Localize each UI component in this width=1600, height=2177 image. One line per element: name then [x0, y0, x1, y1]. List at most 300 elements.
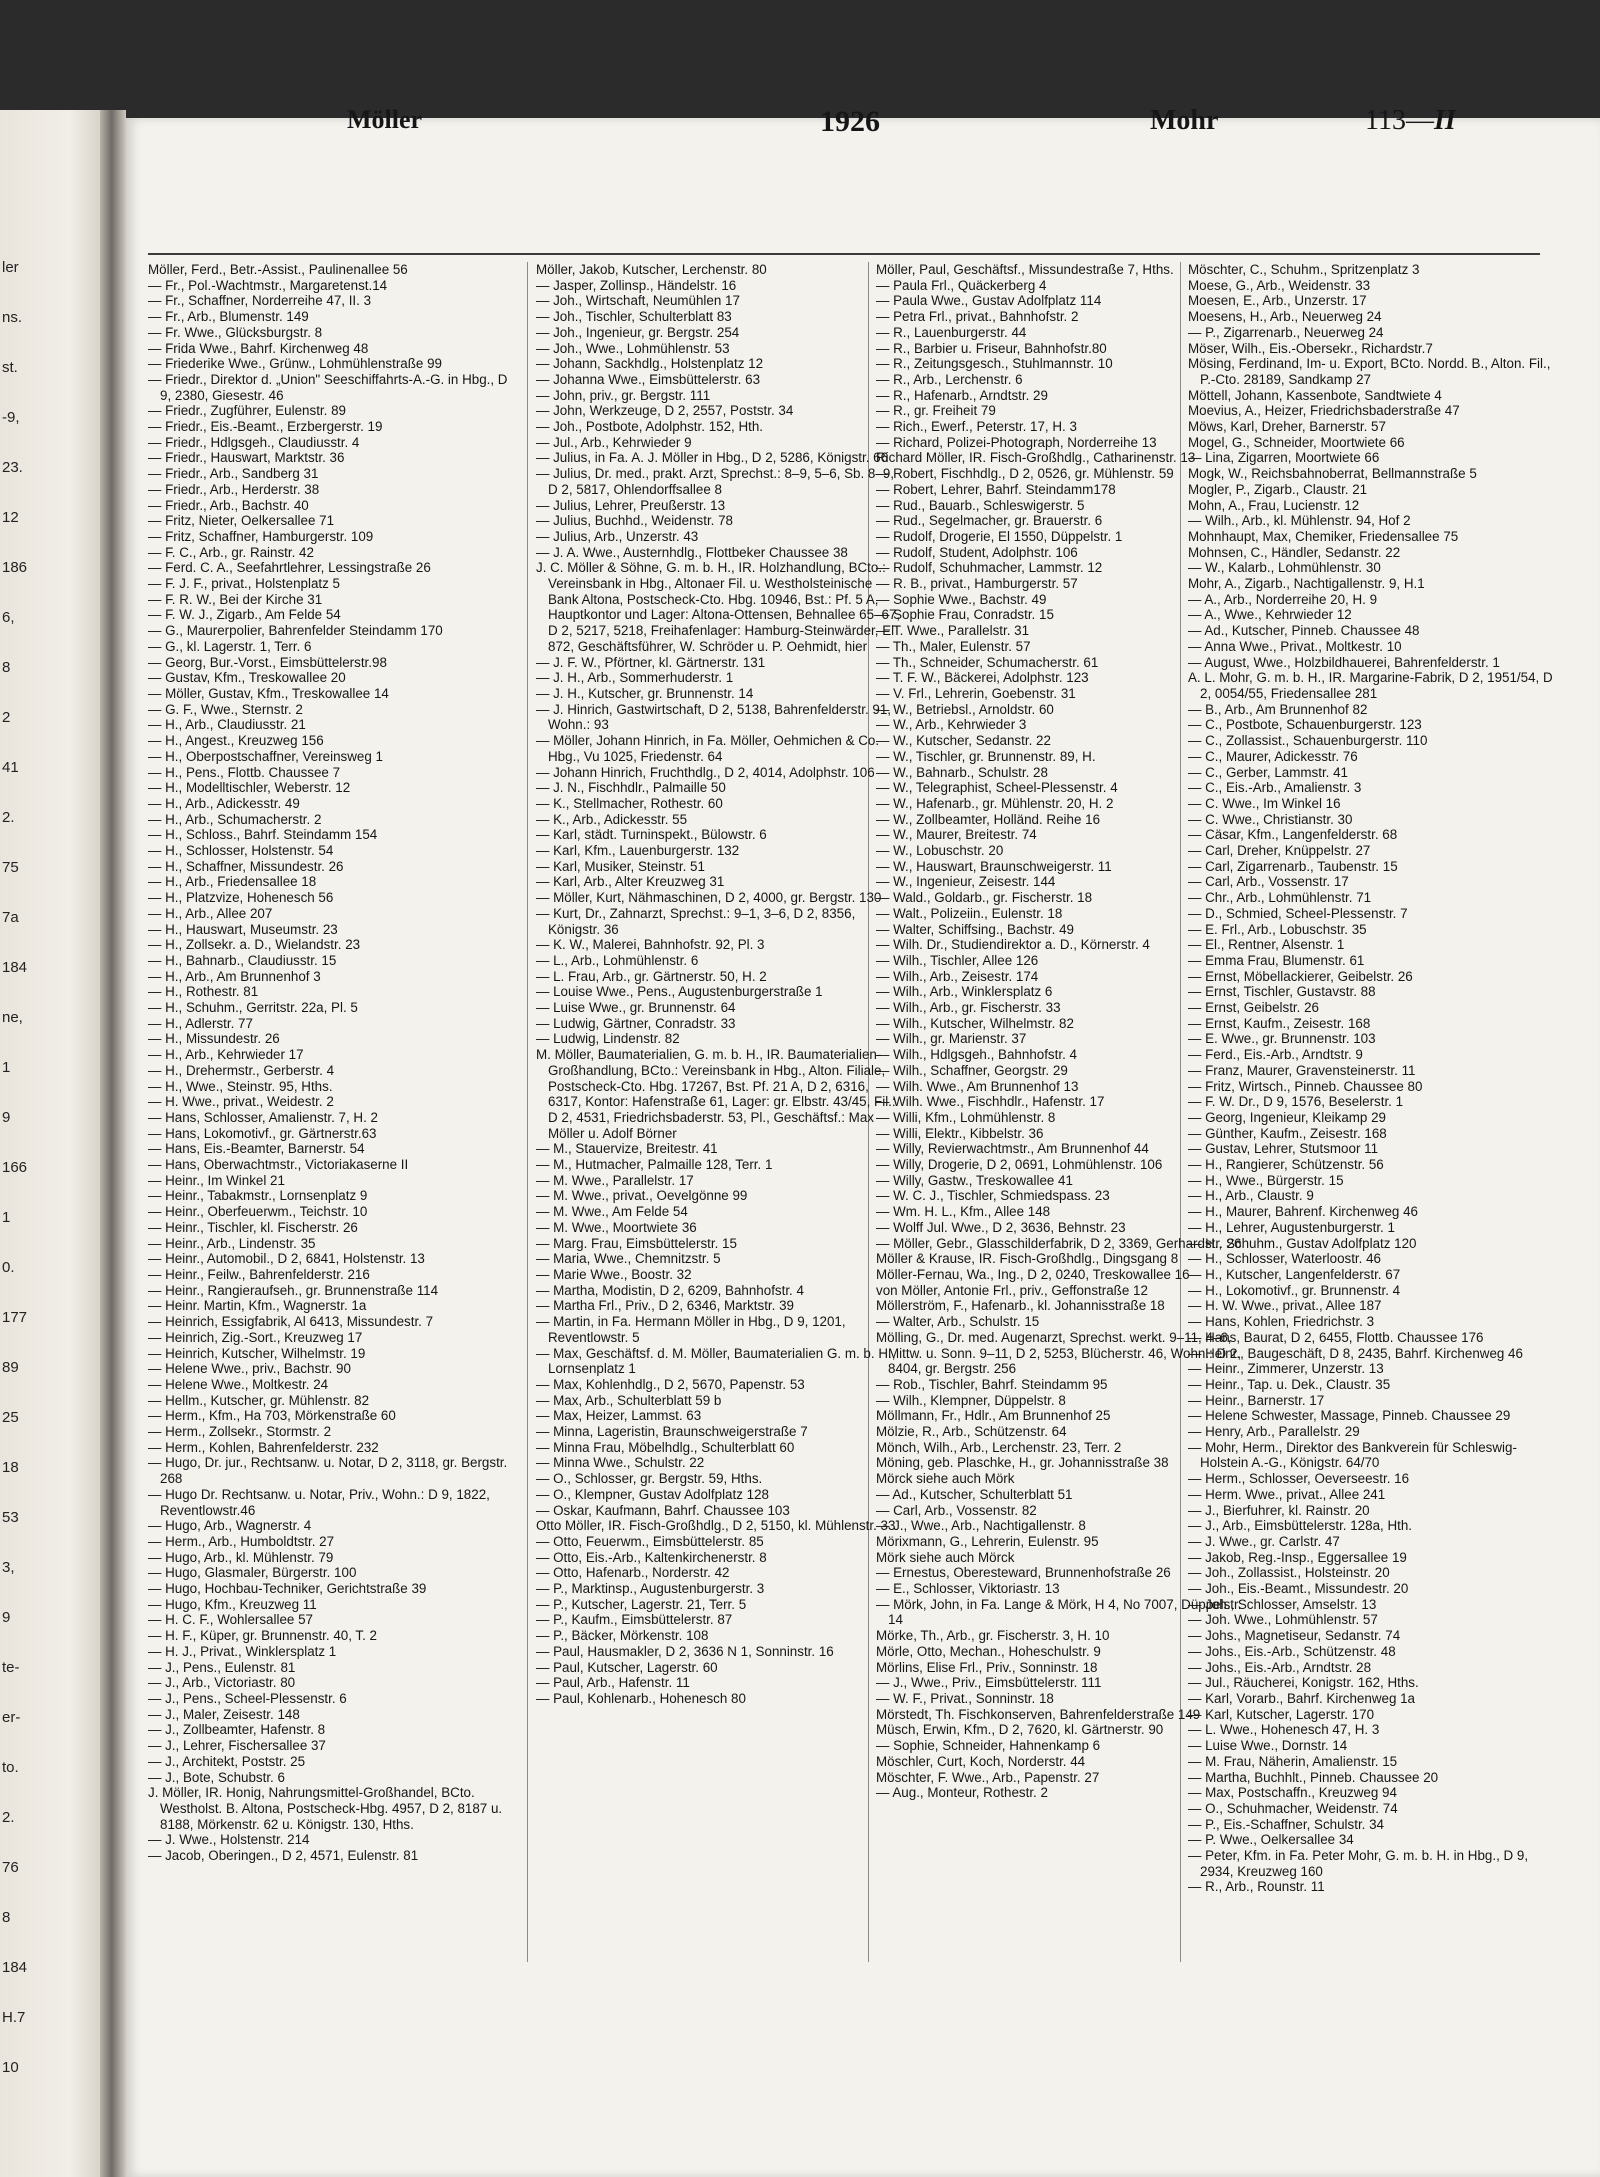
directory-entry: — Friedr., Arb., Sandberg 31: [148, 466, 319, 482]
directory-entry: — Petra Frl., privat., Bahnhofstr. 2: [876, 309, 1079, 325]
directory-entry: — Franz, Maurer, Gravensteinerstr. 11: [1188, 1062, 1416, 1078]
directory-entry: — H., Schlosser, Waterloostr. 46: [1188, 1251, 1381, 1267]
directory-entry: — Wilh., Tischler, Allee 126: [876, 952, 1039, 968]
directory-entry: — Fritz, Nieter, Oelkersallee 71: [148, 513, 335, 529]
directory-entry: — Herm., Schlosser, Oeverseestr. 16: [1188, 1471, 1410, 1487]
directory-entry: — W. C. J., Tischler, Schmiedspass. 23: [876, 1188, 1110, 1204]
directory-entry: — W., Telegraphist, Scheel-Plessenstr. 4: [876, 780, 1118, 796]
directory-entry: — August, Wwe., Holzbildhauerei, Bahrenfelderstr. 1: [1188, 654, 1500, 670]
directory-entry: — Jacob, Oberingen., D 2, 4571, Eulenstr. 81: [148, 1848, 419, 1864]
directory-entry: — Willi, Elektr., Kibbelstr. 36: [876, 1125, 1044, 1141]
directory-entry: — Hellm., Kutscher, gr. Mühlenstr. 82: [148, 1392, 370, 1408]
previous-page-fragment: er-: [2, 1709, 21, 1726]
previous-page-fragment: to.: [2, 1759, 19, 1776]
directory-entry: — J., Wwe., Arb., Nachtigallenstr. 8: [876, 1518, 1086, 1534]
directory-entry: — H., Maurer, Bahrenf. Kirchenweg 46: [1188, 1204, 1418, 1220]
directory-entry: A. L. Mohr, G. m. b. H., IR. Margarine-Fabrik, D 2, 1951/54, D 2, 0054/55, Friedensallee 281: [1188, 670, 1553, 701]
previous-page-edge: [0, 110, 100, 2177]
directory-entry: — H., Rangierer, Schützenstr. 56: [1188, 1157, 1384, 1173]
directory-entry: Mörlins, Elise Frl., Priv., Sonninstr. 18: [876, 1659, 1098, 1675]
directory-entry: — Rob., Tischler, Bahrf. Steindamm 95: [876, 1376, 1108, 1392]
directory-entry: — Maria, Wwe., Chemnitzstr. 5: [536, 1251, 721, 1267]
directory-entry: Möllmann, Fr., Hdlr., Am Brunnenhof 25: [876, 1408, 1111, 1424]
directory-entry: — R., Lauenburgerstr. 44: [876, 324, 1027, 340]
directory-entry: — Wilh., Arb., Zeisestr. 174: [876, 968, 1039, 984]
directory-entry: — John, Werkzeuge, D 2, 2557, Poststr. 34: [536, 403, 794, 419]
directory-entry: — H., Wwe., Steinstr. 95, Hths.: [148, 1078, 333, 1094]
directory-entry: — Rud., Bauarb., Schleswigerstr. 5: [876, 497, 1085, 513]
directory-entry: — H. W. Wwe., privat., Allee 187: [1188, 1298, 1382, 1314]
directory-entry: — W., Tischler, gr. Brunnenstr. 89, H.: [876, 748, 1096, 764]
directory-entry: — W., Ingenieur, Zeisestr. 144: [876, 874, 1056, 890]
directory-entry: Mohnhaupt, Max, Chemiker, Friedensallee 75: [1188, 528, 1459, 544]
directory-entry: — Richard, Polizei-Photograph, Norderreihe 13: [876, 434, 1157, 450]
directory-entry: — Johanna Wwe., Eimsbüttelerstr. 63: [536, 371, 761, 387]
directory-entry: — W. F., Privat., Sonninstr. 18: [876, 1690, 1054, 1706]
directory-entry: — Wilh. Wwe., Fischhdlr., Hafenstr. 17: [876, 1094, 1105, 1110]
directory-entry: — Martha Frl., Priv., D 2, 6346, Marktstr. 39: [536, 1298, 794, 1314]
page-number-value: 113—: [1365, 105, 1434, 136]
directory-entry: Möller, Ferd., Betr.-Assist., Paulinenallee 56: [148, 262, 408, 277]
directory-entry: — W., Zollbeamter, Holländ. Reihe 16: [876, 811, 1101, 827]
directory-entry: — Friedr., Arb., Herderstr. 38: [148, 481, 320, 497]
directory-entry: — W., Maurer, Breitestr. 74: [876, 827, 1037, 843]
directory-entry: — Friedr., Direktor d. „Union" Seeschiffahrts-A.-G. in Hbg., D 9, 2380, Giesestr. 46: [148, 371, 508, 403]
directory-entry: — Heinr., Im Winkel 21: [148, 1172, 285, 1188]
directory-entry: — R., Arb., Rounstr. 11: [1188, 1879, 1325, 1895]
directory-entry: — H., Arb., Allee 207: [148, 905, 273, 921]
directory-entry: — Heinr., Feilw., Bahrenfelderstr. 216: [148, 1267, 370, 1282]
directory-entry: — Robert, Fischhdlg., D 2, 0526, gr. Mühlenstr. 59: [876, 466, 1174, 482]
directory-entry: — J., Arb., Victoriastr. 80: [148, 1675, 296, 1691]
directory-entry: — Jasper, Zollinsp., Händelstr. 16: [536, 277, 737, 293]
page-number: [1365, 105, 1456, 137]
directory-entry: — Friedr., Arb., Bachstr. 40: [148, 497, 309, 513]
directory-entry: — L. Wwe., Hohenesch 47, H. 3: [1188, 1722, 1380, 1738]
previous-page-fragment: 177: [2, 1309, 28, 1326]
directory-entry: — Willi, Kfm., Lohmühlenstr. 8: [876, 1109, 1056, 1125]
directory-entry: — Ferd. C. A., Seefahrtlehrer, Lessingstraße 26: [148, 560, 431, 576]
directory-entry: — Johann Hinrich, Fruchthdlg., D 2, 4014, Adolphstr. 106: [536, 764, 875, 780]
previous-page-fragment: 8: [2, 659, 11, 676]
directory-entry: — Heinr., Tischler, kl. Fischerstr. 26: [148, 1219, 358, 1235]
directory-entry: — Th., Maler, Eulenstr. 57: [876, 638, 1031, 654]
directory-entry: — Hugo, Hochbau-Techniker, Gerichtstraße 39: [148, 1581, 427, 1597]
directory-entry: — H., Arb., Schumacherstr. 2: [148, 811, 322, 827]
directory-entry: Möller & Krause, IR. Fisch-Großhdlg., Dingsgang 8: [876, 1251, 1179, 1267]
directory-entry: — Heinr. Martin, Kfm., Wagnerstr. 1a: [148, 1298, 367, 1314]
directory-entry: — W., Kalarb., Lohmühlenstr. 30: [1188, 560, 1381, 576]
directory-entry: Moevius, A., Heizer, Friedrichsbaderstraße 47: [1188, 403, 1460, 419]
running-header-year: 1926: [820, 105, 880, 138]
directory-entry: Möller-Fernau, Wa., Ing., D 2, 0240, Treskowallee 16: [876, 1267, 1190, 1282]
directory-entry: — H., Wwe., Bürgerstr. 15: [1188, 1172, 1344, 1188]
directory-entry: — Hugo, Arb., kl. Mühlenstr. 79: [148, 1549, 334, 1565]
directory-entry: — Mörk, John, in Fa. Lange & Mörk, H 4, No 7007, Düppelstr. 14: [876, 1596, 1242, 1628]
directory-entry: — Herm., Zollsekr., Stormstr. 2: [148, 1424, 332, 1440]
directory-entry: — G., Maurerpolier, Bahrenfelder Steindamm 170: [148, 623, 443, 639]
directory-column-4: [1188, 262, 1558, 1895]
directory-entry: — Wilh., Schaffner, Georgstr. 29: [876, 1062, 1068, 1078]
directory-entry: — Hans, Eis.-Beamter, Barnerstr. 54: [148, 1141, 365, 1157]
directory-entry: — Fr., Schaffner, Norderreihe 47, II. 3: [148, 293, 372, 309]
book-gutter: [100, 110, 126, 2177]
directory-entry: — H., Rothestr. 81: [148, 984, 259, 1000]
directory-entry: — Wilh., gr. Marienstr. 37: [876, 1031, 1027, 1047]
directory-entry: — Julius, Lehrer, Preußerstr. 13: [536, 497, 726, 513]
directory-entry: — M. Frau, Näherin, Amalienstr. 15: [1188, 1753, 1398, 1769]
directory-entry: Möschler, Curt, Koch, Norderstr. 44: [876, 1753, 1086, 1769]
directory-entry: — Otto, Feuerwm., Eimsbüttelerstr. 85: [536, 1533, 764, 1549]
directory-entry: Müsch, Erwin, Kfm., D 2, 7620, kl. Gärtnerstr. 90: [876, 1722, 1164, 1738]
directory-entry: — G., kl. Lagerstr. 1, Terr. 6: [148, 638, 312, 654]
directory-entry: — Heinrich, Kutscher, Wilhelmstr. 19: [148, 1345, 366, 1361]
directory-entry: Möschter, F. Wwe., Arb., Papenstr. 27: [876, 1769, 1100, 1785]
directory-entry: — Walter, Arb., Schulstr. 15: [876, 1314, 1040, 1330]
page-number-suffix: II: [1433, 105, 1456, 136]
directory-entry: — Heinrich, Zig.-Sort., Kreuzweg 17: [148, 1329, 363, 1345]
directory-entry: — Joh., Schlosser, Amselstr. 13: [1188, 1596, 1377, 1612]
directory-entry: — E. Wwe., gr. Brunnenstr. 103: [1188, 1031, 1376, 1047]
directory-entry: — Heinr., Tabakmstr., Lornsenplatz 9: [148, 1188, 368, 1204]
directory-entry: — Ernst, Kaufm., Zeisestr. 168: [1188, 1015, 1371, 1031]
directory-entry: Möllerström, F., Hafenarb., kl. Johannisstraße 18: [876, 1298, 1165, 1314]
directory-entry: — H., Arb., Am Brunnenhof 3: [148, 968, 321, 984]
directory-entry: — Wilh., Arb., gr. Fischerstr. 33: [876, 1000, 1061, 1016]
directory-entry: — Frida Wwe., Bahrf. Kirchenweg 48: [148, 340, 369, 356]
directory-entry: — J., Pens., Eulenstr. 81: [148, 1659, 296, 1675]
directory-entry: J. C. Möller & Söhne, G. m. b. H., IR. Holzhandlung, BCto.: Vereinsbank in Hbg., Altonaer Fil. u. Westholsteinische Bank Altona, Postscheck-Cto. Hbg. 10946, Bst.: Pf. 5 A, Hauptkontor und Lager: Altona-Ottensen, Behnallee 65–67, D 2, 5217, 5218, Freihafenlager: Hamburg-Steinwärder, El 872, Geschäftsführer, W. Schröder u. P. Oehmidt, hier: [536, 560, 901, 654]
directory-entry: — W., Hafenarb., gr. Mühlenstr. 20, H. 2: [876, 795, 1114, 811]
directory-entry: — Möller, Johann Hinrich, in Fa. Möller, Oehmichen & Co. Hbg., Vu 1025, Friedenstr. 64: [536, 733, 880, 764]
directory-entry: — Karl, städt. Turninspekt., Bülowstr. 6: [536, 827, 767, 843]
directory-entry: — R. B., privat., Hamburgerstr. 57: [876, 576, 1078, 592]
directory-entry: — Gustav, Lehrer, Stutsmoor 11: [1188, 1141, 1379, 1157]
directory-entry: — Johs., Magnetiseur, Sedanstr. 74: [1188, 1628, 1401, 1644]
directory-entry: — Helene Wwe., priv., Bachstr. 90: [148, 1361, 351, 1377]
previous-page-fragment: 3,: [2, 1559, 15, 1576]
previous-page-fragment: 8: [2, 1909, 11, 1926]
running-header-right: Mohr: [1150, 105, 1219, 136]
directory-entry: — J., Zollbeamter, Hafenstr. 8: [148, 1722, 326, 1738]
directory-entry: — Hugo, Dr. jur., Rechtsanw. u. Notar, D 2, 3118, gr. Bergstr. 268: [148, 1455, 508, 1487]
directory-entry: — Paul, Hausmakler, D 2, 3636 N 1, Sonninstr. 16: [536, 1643, 834, 1659]
directory-entry: — Hugo, Glasmaler, Bürgerstr. 100: [148, 1565, 357, 1581]
directory-entry: Mörck siehe auch Mörk: [876, 1471, 1015, 1487]
previous-page-fragment: 10: [2, 2059, 19, 2076]
previous-page-fragment: 9: [2, 1609, 11, 1626]
directory-entry: — Wilh., Kutscher, Wilhelmstr. 82: [876, 1015, 1074, 1031]
directory-entry: — Aug., Monteur, Rothestr. 2: [876, 1785, 1048, 1801]
directory-entry: — T. Wwe., Parallelstr. 31: [876, 623, 1030, 639]
directory-entry: — K., Stellmacher, Rothestr. 60: [536, 795, 723, 811]
directory-entry: — Carl, Arb., Vossenstr. 82: [876, 1502, 1037, 1518]
directory-entry: — Heinrich, Essigfabrik, Al 6413, Missundestr. 7: [148, 1314, 434, 1330]
directory-entry: — Möller, Gebr., Glasschilderfabrik, D 2, 3369, Gerhardstr. 26: [876, 1235, 1242, 1251]
directory-entry: — Martin, in Fa. Hermann Möller in Hbg., D 9, 1201, Reventlowstr. 5: [536, 1314, 846, 1345]
directory-entry: Mohnsen, C., Händler, Sedanstr. 22: [1188, 544, 1401, 560]
directory-entry: — C., Postbote, Schauenburgerstr. 123: [1188, 717, 1422, 733]
directory-entry: — Kurt, Dr., Zahnarzt, Sprechst.: 9–1, 3–6, D 2, 8356, Königstr. 36: [536, 905, 856, 937]
directory-entry: — P., Kaufm., Eimsbüttelerstr. 87: [536, 1612, 733, 1628]
directory-entry: — Louise Wwe., Pens., Augustenburgerstraße 1: [536, 984, 823, 1000]
directory-entry: Mörke, Th., Arb., gr. Fischerstr. 3, H. 10: [876, 1628, 1110, 1644]
directory-entry: — M. Wwe., Parallelstr. 17: [536, 1172, 694, 1188]
directory-entry: Möttell, Johann, Kassenbote, Sandtwiete 4: [1188, 387, 1442, 403]
directory-entry: — J., Lehrer, Fischersallee 37: [148, 1738, 326, 1754]
directory-entry: — Wilh., Arb., kl. Mühlenstr. 94, Hof 2: [1188, 513, 1411, 529]
directory-entry: — Heinr., Tap. u. Dek., Claustr. 35: [1188, 1376, 1391, 1392]
directory-entry: — H., Platzvize, Hohenesch 56: [148, 890, 334, 906]
directory-entry: — Johs., Eis.-Arb., Schützenstr. 48: [1188, 1643, 1396, 1659]
directory-entry: — Walt., Polizeiin., Eulenstr. 18: [876, 905, 1063, 921]
directory-entry: — Ernst, Möbellackierer, Geibelstr. 26: [1188, 968, 1413, 984]
directory-entry: — Luise Wwe., Dornstr. 14: [1188, 1738, 1348, 1754]
directory-entry: — Fr. Wwe., Glücksburgstr. 8: [148, 324, 323, 340]
directory-entry: — H., Oberpostschaffner, Vereinsweg 1: [148, 748, 383, 764]
directory-entry: — Paul, Arb., Hafenstr. 11: [536, 1675, 690, 1691]
directory-entry: Möws, Karl, Dreher, Barnerstr. 57: [1188, 419, 1386, 435]
directory-entry: — J. Wwe., Holstenstr. 214: [148, 1832, 310, 1848]
directory-entry: Mohn, A., Frau, Lucienstr. 12: [1188, 497, 1360, 513]
directory-entry: — R., Arb., Lerchenstr. 6: [876, 371, 1023, 387]
directory-entry: — Hans, Lokomotivf., gr. Gärtnerstr.63: [148, 1125, 377, 1141]
directory-entry: — J., Bierfuhrer, kl. Rainstr. 20: [1188, 1502, 1370, 1518]
directory-entry: — Johann, Sackhdlg., Holstenplatz 12: [536, 356, 764, 372]
directory-entry: — P., Marktinsp., Augustenburgerstr. 3: [536, 1581, 765, 1597]
directory-entry: — J. F. W., Pförtner, kl. Gärtnerstr. 131: [536, 654, 766, 670]
directory-entry: — H., Arb., Claustr. 9: [1188, 1188, 1314, 1204]
directory-entry: Möser, Wilh., Eis.-Obersekr., Richardstr.7: [1188, 340, 1433, 356]
directory-entry: — H., Angest., Kreuzweg 156: [148, 733, 324, 749]
directory-entry: — C., Maurer, Adickesstr. 76: [1188, 748, 1358, 764]
previous-page-fragment: 2.: [2, 1809, 15, 1826]
directory-entry: — Anna Wwe., Privat., Moltkestr. 10: [1188, 638, 1402, 654]
previous-page-fragment: te-: [2, 1659, 20, 1676]
directory-entry: — Jul., Arb., Kehrwieder 9: [536, 434, 692, 450]
directory-entry: — J. Wwe., gr. Carlstr. 47: [1188, 1533, 1340, 1549]
directory-entry: — J., Bote, Schubstr. 6: [148, 1769, 285, 1785]
directory-entry: — H., Lokomotivf., gr. Brunnenstr. 4: [1188, 1282, 1401, 1298]
directory-entry: M. Möller, Baumaterialien, G. m. b. H., IR. Baumaterialien-Großhandlung, BCto.: Vereinsbank in Hbg., Alton. Filiale, Postscheck-Cto. Hbg. 17267, Bst. Pf. 21 A, D 2, 6316, 6317, Kontor: Hafenstraße 61, Lager: gr. Elbstr. 43/45, Fil.: D 2, 4531, Friedrichsbaderstr. 53, Pl., Geschäftsf.: Max Möller u. Adolf Börner: [536, 1047, 896, 1141]
directory-column-2: [536, 262, 906, 1707]
directory-entry: — Rudolf, Schuhmacher, Lammstr. 12: [876, 560, 1103, 576]
previous-page-fragment: 1: [2, 1209, 11, 1226]
previous-page-fragment: 184: [2, 1959, 28, 1976]
directory-entry: — Friederike Wwe., Grünw., Lohmühlenstraße 99: [148, 356, 442, 372]
directory-entry: — Marg. Frau, Eimsbüttelerstr. 15: [536, 1235, 737, 1251]
directory-entry: — A., Wwe., Kehrwieder 12: [1188, 607, 1352, 623]
directory-entry: — P., Bäcker, Mörkenstr. 108: [536, 1628, 709, 1644]
directory-entry: — Helene Wwe., Moltkestr. 24: [148, 1376, 329, 1392]
directory-entry: Möller, Jakob, Kutscher, Lerchenstr. 80: [536, 262, 767, 277]
directory-entry: — H. C. F., Wohlersallee 57: [148, 1612, 313, 1628]
directory-entry: — Luise Wwe., gr. Brunnenstr. 64: [536, 1000, 736, 1016]
directory-entry: — Joh., Wirtschaft, Neumühlen 17: [536, 293, 740, 309]
directory-entry: — M., Stauervize, Breitestr. 41: [536, 1141, 718, 1157]
directory-entry: — P. Wwe., Oelkersallee 34: [1188, 1832, 1354, 1848]
directory-entry: — R., Barbier u. Friseur, Bahnhofstr.80: [876, 340, 1107, 356]
directory-entry: — Fritz, Wirtsch., Pinneb. Chaussee 80: [1188, 1078, 1423, 1094]
directory-entry: — Max, Heizer, Lammst. 63: [536, 1408, 702, 1424]
directory-entry: — H. J., Privat., Winklersplatz 1: [148, 1643, 337, 1659]
directory-entry: — F. J. F., privat., Holstenplatz 5: [148, 576, 340, 592]
directory-entry: — E., Schlosser, Viktoriastr. 13: [876, 1581, 1060, 1597]
directory-entry: — J., Arb., Eimsbüttelerstr. 128a, Hth.: [1188, 1518, 1413, 1534]
directory-entry: — L., Arb., Lohmühlenstr. 6: [536, 952, 699, 968]
directory-entry: — Julius, Arb., Unzerstr. 43: [536, 528, 699, 544]
directory-entry: — Julius, Dr. med., prakt. Arzt, Sprechst.: 8–9, 5–6, Sb. 8–9, D 2, 5817, Ohlendorffsallee 8: [536, 466, 894, 497]
previous-page-fragment: H.7: [2, 2009, 26, 2026]
directory-entry: — J., Maler, Zeisestr. 148: [148, 1706, 300, 1722]
directory-entry: — O., Schlosser, gr. Bergstr. 59, Hths.: [536, 1471, 763, 1487]
directory-entry: — Heinr., Oberfeuerwm., Teichstr. 10: [148, 1204, 368, 1220]
previous-page-fragment: 76: [2, 1859, 19, 1876]
directory-entry: — Friedr., Hauswart, Marktstr. 36: [148, 450, 345, 466]
directory-entry: — H., Schuhm., Gustav Adolfplatz 120: [1188, 1235, 1417, 1251]
directory-entry: — Jul., Räucherei, Konigstr. 162, Hths.: [1188, 1675, 1419, 1691]
directory-entry: — Peter, Kfm. in Fa. Peter Mohr, G. m. b. H. in Hbg., D 9, 2934, Kreuzweg 160: [1188, 1848, 1529, 1879]
directory-entry: — Fr., Arb., Blumenstr. 149: [148, 309, 309, 325]
directory-entry: — W., Arb., Kehrwieder 3: [876, 717, 1027, 733]
previous-page-fragment: 41: [2, 759, 19, 776]
directory-entry: — Oskar, Kaufmann, Bahrf. Chaussee 103: [536, 1502, 790, 1518]
directory-entry: — H., Arb., Claudiusstr. 21: [148, 717, 306, 733]
directory-entry: Möller, Paul, Geschäftsf., Missundestraße 7, Hths.: [876, 262, 1174, 277]
directory-entry: — H., Arb., Adickesstr. 49: [148, 795, 300, 811]
directory-entry: — Helene Schwester, Massage, Pinneb. Chaussee 29: [1188, 1408, 1511, 1424]
directory-entry: — Julius, Buchhd., Weidenstr. 78: [536, 513, 733, 529]
directory-entry: — H., Schaffner, Missundestr. 26: [148, 858, 344, 874]
directory-entry: — Max, Arb., Schulterblatt 59 b: [536, 1392, 722, 1408]
directory-entry: — Heinr., Arb., Lindenstr. 35: [148, 1235, 316, 1251]
directory-entry: — Günther, Kaufm., Zeisestr. 168: [1188, 1125, 1387, 1141]
directory-entry: — Wilh. Dr., Studiendirektor a. D., Körnerstr. 4: [876, 937, 1150, 953]
directory-entry: Mösing, Ferdinand, Im- u. Export, BCto. Nordd. B., Alton. Fil., P.-Cto. 28189, Sandkamp 27: [1188, 356, 1551, 387]
directory-entry: Mörstedt, Th. Fischkonserven, Bahrenfelderstraße 149: [876, 1706, 1201, 1722]
directory-entry: — Fritz, Schaffner, Hamburgerstr. 109: [148, 528, 374, 544]
directory-entry: — Willy, Drogerie, D 2, 0691, Lohmühlenstr. 106: [876, 1157, 1163, 1173]
directory-entry: — Möller, Gustav, Kfm., Treskowallee 14: [148, 685, 389, 701]
directory-entry: — J. N., Fischhdlr., Palmaille 50: [536, 780, 726, 796]
directory-entry: — Karl, Vorarb., Bahrf. Kirchenweg 1a: [1188, 1690, 1416, 1706]
directory-entry: — L. Frau, Arb., gr. Gärtnerstr. 50, H. 2: [536, 968, 767, 984]
directory-entry: — F. W. J., Zigarb., Am Felde 54: [148, 607, 341, 623]
directory-entry: — H., Adlerstr. 77: [148, 1015, 253, 1031]
directory-entry: Mörle, Otto, Mechan., Hoheschulstr. 9: [876, 1643, 1101, 1659]
directory-entry: — Julius, in Fa. A. J. Möller in Hbg., D 2, 5286, Königstr. 66: [536, 450, 889, 466]
directory-column-1: [148, 262, 518, 1864]
directory-entry: Mörixmann, G., Lehrerin, Eulenstr. 95: [876, 1533, 1099, 1549]
directory-entry: Moese, G., Arb., Weidenstr. 33: [1188, 277, 1371, 293]
directory-entry: — F. C., Arb., gr. Rainstr. 42: [148, 544, 314, 560]
directory-entry: — M. Wwe., Moortwiete 36: [536, 1219, 697, 1235]
directory-entry: — Wilh. Wwe., Am Brunnenhof 13: [876, 1078, 1079, 1094]
directory-entry: — Otto, Eis.-Arb., Kaltenkirchenerstr. 8: [536, 1549, 767, 1565]
previous-page-fragment: 7a: [2, 909, 19, 926]
directory-entry: Mogel, G., Schneider, Moortwiete 66: [1188, 434, 1405, 450]
directory-entry: — Herm. Wwe., privat., Allee 241: [1188, 1486, 1386, 1502]
directory-entry: — Cäsar, Kfm., Langenfelderstr. 68: [1188, 827, 1398, 843]
previous-page-fragment: ler: [2, 259, 19, 276]
directory-entry: — Georg, Bur.-Vorst., Eimsbüttelerstr.98: [148, 654, 387, 670]
directory-entry: — Hans, Oberwachtmstr., Victoriakaserne II: [148, 1157, 409, 1173]
directory-entry: Mölzie, R., Arb., Schützenstr. 64: [876, 1424, 1067, 1440]
directory-entry: Mohr, A., Zigarb., Nachtigallenstr. 9, H.1: [1188, 576, 1425, 592]
directory-entry: — H., Hauswart, Museumstr. 23: [148, 921, 338, 937]
directory-entry: — Sophie Wwe., Bachstr. 49: [876, 591, 1047, 607]
directory-entry: — Max, Kohlenhdlg., D 2, 5670, Papenstr. 53: [536, 1376, 805, 1392]
directory-entry: — Joh., Postbote, Adolphstr. 152, Hth.: [536, 419, 764, 435]
directory-entry: — K., Arb., Adickesstr. 55: [536, 811, 688, 827]
directory-entry: — Herm., Kohlen, Bahrenfelderstr. 232: [148, 1439, 379, 1455]
directory-entry: — Wilh., Klempner, Düppelstr. 8: [876, 1392, 1066, 1408]
directory-entry: — Rudolf, Drogerie, El 1550, Düppelstr. 1: [876, 528, 1123, 544]
directory-entry: — Ad., Kutscher, Pinneb. Chaussee 48: [1188, 623, 1420, 639]
directory-entry: — F. R. W., Bei der Kirche 31: [148, 591, 323, 607]
directory-entry: — H., Schloss., Bahrf. Steindamm 154: [148, 827, 378, 843]
directory-entry: — H., Schlosser, Holstenstr. 54: [148, 843, 334, 859]
directory-entry: — Wolff Jul. Wwe., D 2, 3636, Behnstr. 23: [876, 1219, 1126, 1235]
directory-entry: — C., Eis.-Arb., Amalienstr. 3: [1188, 780, 1362, 796]
directory-entry: von Möller, Antonie Frl., priv., Geffonstraße 12: [876, 1282, 1148, 1298]
directory-entry: — C., Gerber, Lammstr. 41: [1188, 764, 1348, 780]
directory-entry: — Rud., Segelmacher, gr. Brauerstr. 6: [876, 513, 1103, 529]
directory-entry: — H., Arb., Friedensallee 18: [148, 874, 317, 890]
directory-entry: — Hugo Dr. Rechtsanw. u. Notar, Priv., Wohn.: D 9, 1822, Reventlowstr.46: [148, 1486, 490, 1518]
directory-entry: — O., Schuhmacher, Weidenstr. 74: [1188, 1800, 1398, 1816]
directory-entry: — Joh., Ingenieur, gr. Bergstr. 254: [536, 324, 740, 340]
directory-entry: — C., Zollassist., Schauenburgerstr. 110: [1188, 733, 1428, 749]
directory-entry: — Heinr., Baugeschäft, D 8, 2435, Bahrf. Kirchenweg 46: [1188, 1345, 1523, 1361]
directory-entry: — Wm. H. L., Kfm., Allee 148: [876, 1204, 1051, 1220]
directory-entry: — Emma Frau, Blumenstr. 61: [1188, 952, 1365, 968]
directory-entry: — Paula Wwe., Gustav Adolfplatz 114: [876, 293, 1102, 309]
directory-entry: — Heinr., Automobil., D 2, 6841, Holstenstr. 13: [148, 1251, 425, 1267]
directory-entry: — Carl, Dreher, Knüppelstr. 27: [1188, 843, 1371, 859]
directory-entry: Moesen, E., Arb., Unzerstr. 17: [1188, 293, 1367, 309]
directory-entry: — W., Betriebsl., Arnoldstr. 60: [876, 701, 1054, 717]
directory-entry: — A., Arb., Norderreihe 20, H. 9: [1188, 591, 1378, 607]
directory-entry: — H., Missundestr. 26: [148, 1031, 280, 1047]
previous-page-fragment: 53: [2, 1509, 19, 1526]
directory-entry: — Mohr, Herm., Direktor des Bankverein für Schleswig-Holstein A.-G., Königstr. 64/70: [1188, 1439, 1517, 1471]
directory-entry: — Minna Wwe., Schulstr. 22: [536, 1455, 705, 1471]
previous-page-fragment: 23.: [2, 459, 23, 476]
directory-entry: — P., Zigarrenarb., Neuerweg 24: [1188, 324, 1384, 340]
previous-page-fragment: 184: [2, 959, 28, 976]
directory-entry: — C. Wwe., Im Winkel 16: [1188, 795, 1341, 811]
directory-entry: — Gustav, Kfm., Treskowallee 20: [148, 670, 346, 686]
directory-entry: — Joh., Eis.-Beamt., Missundestr. 20: [1188, 1581, 1409, 1597]
directory-entry: — W., Bahnarb., Schulstr. 28: [876, 764, 1048, 780]
directory-entry: — V. Frl., Lehrerin, Goebenstr. 31: [876, 685, 1076, 701]
column-divider: [527, 262, 528, 1962]
directory-entry: — Möller, Kurt, Nähmaschinen, D 2, 4000, gr. Bergstr. 130: [536, 890, 882, 906]
directory-entry: — G. F., Wwe., Sternstr. 2: [148, 701, 303, 717]
directory-entry: — J. A. Wwe., Austernhdlg., Flottbeker Chaussee 38: [536, 544, 848, 560]
directory-entry: — W., Lobuschstr. 20: [876, 843, 1004, 859]
directory-entry: Möschter, C., Schuhm., Spritzenplatz 3: [1188, 262, 1420, 277]
directory-entry: — Ferd., Eis.-Arb., Arndtstr. 9: [1188, 1047, 1363, 1063]
directory-entry: — R., gr. Freiheit 79: [876, 403, 996, 419]
previous-page-fragment: 2.: [2, 809, 15, 826]
directory-entry: — H., Pens., Flottb. Chaussee 7: [148, 764, 341, 780]
directory-entry: Mörk siehe auch Mörck: [876, 1549, 1015, 1565]
directory-entry: — Max, Geschäftsf. d. M. Möller, Baumaterialien G. m. b. H., Lornsenplatz 1: [536, 1345, 896, 1377]
directory-entry: — El., Rentner, Alsenstr. 1: [1188, 937, 1345, 953]
directory-entry: — Ernst, Tischler, Gustavstr. 88: [1188, 984, 1376, 1000]
